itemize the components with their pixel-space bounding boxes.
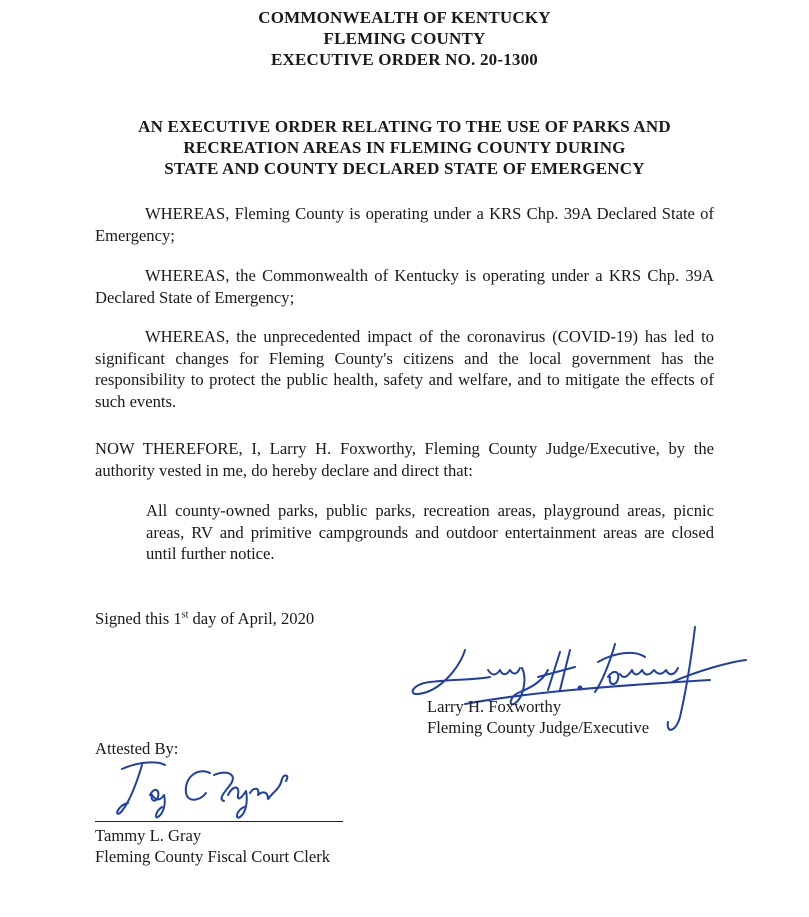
clerk-title: Fleming County Fiscal Court Clerk (95, 847, 331, 866)
attested-by-label: Attested By: (95, 739, 179, 758)
whereas-paragraph-2: WHEREAS, the Commonwealth of Kentucky is operating under a KRS Chp. 39A Declared State of Emergency; (95, 266, 714, 307)
clerk-signature-line (95, 821, 343, 822)
title-line-2: RECREATION AREAS IN FLEMING COUNTY DURING (183, 138, 626, 157)
clerk-signature-image (110, 755, 300, 825)
header-line-commonwealth: COMMONWEALTH OF KENTUCKY (258, 8, 551, 27)
header-line-county: FLEMING COUNTY (323, 29, 486, 48)
judge-title: Fleming County Judge/Executive (427, 718, 650, 737)
order-title (0, 116, 809, 179)
document-header (0, 7, 809, 70)
judge-name: Larry H. Foxworthy (427, 697, 562, 716)
now-therefore-paragraph: NOW THEREFORE, I, Larry H. Foxworthy, Fleming County Judge/Executive, by the authority vested in me, do hereby declare and direct that: (95, 439, 714, 480)
directive-paragraph: All county-owned parks, public parks, recreation areas, playground areas, picnic areas, RV and primitive campgrounds and outdoor entertainment areas are closed until further notice. (146, 501, 714, 563)
whereas-paragraph-3: WHEREAS, the unprecedented impact of the coronavirus (COVID-19) has led to significant changes for Fleming County's citizens and the local government has the responsibility to protect the public health, safety and welfare, and to mitigate the effects of such events. (95, 327, 714, 411)
whereas-paragraph-1: WHEREAS, Fleming County is operating under a KRS Chp. 39A Declared State of Emergency; (95, 204, 714, 245)
title-line-1: AN EXECUTIVE ORDER RELATING TO THE USE OF PARKS AND (138, 117, 671, 136)
signed-date: Signed this 1st day of April, 2020 (95, 609, 315, 628)
clerk-name: Tammy L. Gray (95, 826, 202, 845)
header-line-order-number: EXECUTIVE ORDER NO. 20-1300 (270, 50, 539, 69)
title-line-3: STATE AND COUNTY DECLARED STATE OF EMERGENCY (164, 159, 645, 178)
